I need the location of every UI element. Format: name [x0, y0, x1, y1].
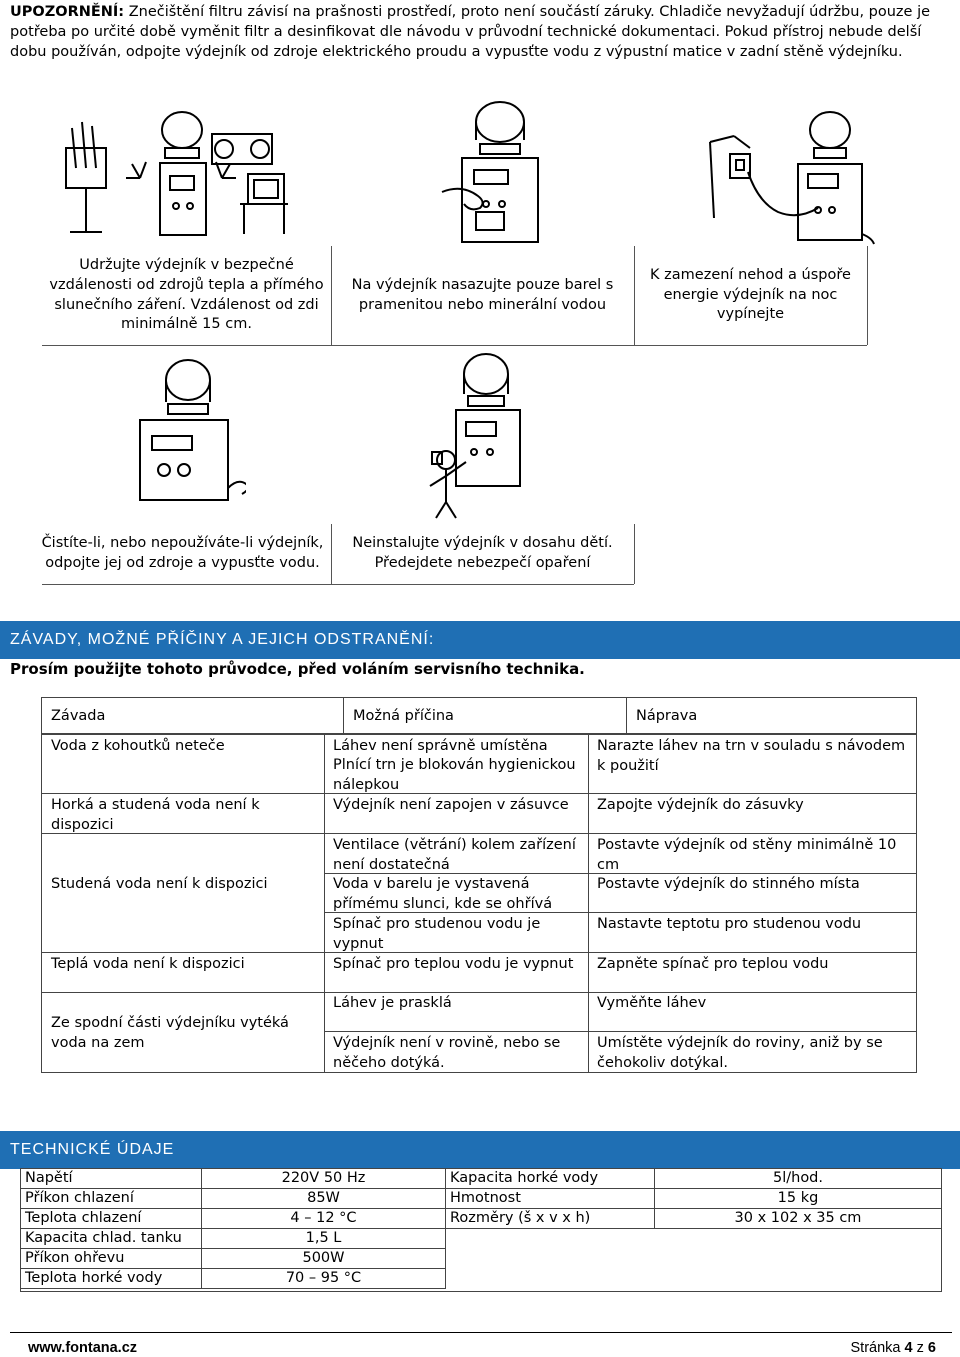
warning-label: UPOZORNĚNÍ:: [10, 4, 125, 20]
tech-label: Rozměry (š x v x h): [446, 1209, 655, 1229]
remedy-item: Vyměňte láhev: [597, 995, 707, 1011]
tech-value: 85W: [202, 1189, 446, 1209]
tech-label: Teplota horké vody: [21, 1269, 202, 1289]
faults-section-title: ZÁVADY, MOŽNÉ PŘÍČINY A JEJICH ODSTRANĚNÍ:: [0, 621, 960, 659]
warning-text: Znečištění filtru závisí na prašnosti prostředí, proto není součástí záruky. Chladiče nevyžadují údržbu, pouze je potřeba po určité době vyměnit filtr a desinfikovat dle návodu v průvodní technické dokumentaci. Pokud přístroj nebude delší dobu používán, odpojte výdejník od zdroje elektrického proudu a vypusťte vodu z výpustní matice v zadní stěně výdejníku.: [10, 4, 931, 60]
tech-value: 4 – 12 °C: [202, 1209, 446, 1229]
tech-value: 15 kg: [655, 1189, 942, 1209]
tech-value: 220V 50 Hz: [202, 1169, 446, 1189]
safety-caption-3: K zamezení nehod a úspoře energie výdejník na noc vypínejte: [650, 267, 851, 323]
fault-item: Ze spodní části výdejníku vytéká voda na zem: [51, 1015, 289, 1051]
faults-subtitle: Prosím použijte tohoto průvodce, před voláním servisního technika.: [10, 660, 585, 678]
cause-item: Výdejník není v rovině, nebo se něčeho dotýká.: [333, 1035, 561, 1071]
fault-item: Voda z kohoutků neteče: [51, 738, 225, 754]
column-header-remedy: Náprava: [627, 698, 917, 735]
faults-table-header: [41, 697, 917, 735]
safety-caption-2: Na výdejník nasazujte pouze barel s pramenitou nebo minerální vodou: [351, 276, 614, 313]
footer-page-number: Stránka 4 z 6: [850, 1340, 936, 1356]
safety-caption-4: Čistíte-li, nebo nepoužíváte-li výdejník, odpojte jej od zdroje a vypusťte vodu.: [41, 535, 324, 571]
dispenser-bottle-placement-illustration: [440, 100, 560, 246]
remedy-item: Zapojte výdejník do zásuvky: [597, 797, 804, 813]
table-row: [21, 1169, 942, 1189]
remedy-item: Nastavte teptotu pro studenou vodu: [597, 916, 862, 932]
fault-item: Studená voda není k dispozici: [51, 876, 268, 892]
cause-item: Výdejník není zapojen v zásuvce: [333, 797, 569, 813]
cause-item: Spínač pro studenou vodu je vypnut: [333, 916, 541, 952]
tech-value: 5l/hod.: [655, 1169, 942, 1189]
tech-value: 70 – 95 °C: [202, 1269, 446, 1289]
remedy-item: Zapněte spínač pro teplou vodu: [597, 956, 829, 972]
intro-paragraph: [10, 2, 952, 62]
safety-caption-5: Neinstalujte výdejník v dosahu dětí. Předejdete nebezpečí opaření: [352, 535, 613, 571]
tech-section-title: TECHNICKÉ ÚDAJE: [0, 1131, 960, 1169]
dispenser-unplug-illustration: [708, 108, 878, 246]
tech-value: 500W: [202, 1249, 446, 1269]
tech-label: Kapacita chlad. tanku: [21, 1229, 202, 1249]
tech-value: 1,5 L: [202, 1229, 446, 1249]
cause-item: Voda v barelu je vystavená přímému slunci, kde se ohřívá: [333, 876, 553, 912]
dispenser-heat-sources-illustration: [62, 108, 294, 240]
remedy-item: Postavte výdejník do stinného místa: [597, 876, 860, 892]
table-row: [21, 1269, 942, 1289]
tech-table: [20, 1168, 942, 1289]
safety-caption-1: Udržujte výdejník v bezpečné vzdálenosti od zdrojů tepla a přímého slunečního záření. Vzdálenost od zdi minimálně 15 cm.: [49, 257, 324, 333]
tech-label: Kapacita horké vody: [446, 1169, 655, 1189]
cause-item: Láhev je prasklá: [333, 995, 452, 1011]
tech-value: 30 x 102 x 35 cm: [655, 1209, 942, 1229]
tech-label: Příkon ohřevu: [21, 1249, 202, 1269]
cause-item: Láhev není správně umístěna: [333, 738, 548, 754]
fault-item: Horká a studená voda není k dispozici: [51, 797, 260, 833]
dispenser-child-safety-illustration: [426, 352, 536, 520]
dispenser-cleaning-illustration: [136, 358, 246, 504]
tech-label: Hmotnost: [446, 1189, 655, 1209]
tech-label: Napětí: [21, 1169, 202, 1189]
table-row: [21, 1209, 942, 1229]
tech-label: Příkon chlazení: [21, 1189, 202, 1209]
column-header-cause: Možná příčina: [344, 698, 627, 735]
cause-item: Ventilace (větrání) kolem zařízení není dostatečná: [333, 837, 576, 873]
table-row: [21, 1189, 942, 1209]
footer-website-link[interactable]: www.fontana.cz: [28, 1340, 138, 1356]
table-row: [21, 1229, 942, 1249]
footer-divider: [10, 1332, 952, 1333]
tech-label: Teplota chlazení: [21, 1209, 202, 1229]
fault-item: Teplá voda není k dispozici: [51, 956, 245, 972]
remedy-item: Narazte láhev na trn v souladu s návodem k použití: [597, 738, 906, 774]
cause-item: Plnící trn je blokován hygienickou nálepkou: [333, 757, 576, 793]
table-row: [21, 1249, 942, 1269]
column-header-fault: Závada: [42, 698, 344, 735]
cause-item: Spínač pro teplou vodu je vypnut: [333, 956, 574, 972]
remedy-item: Postavte výdejník od stěny minimálně 10 cm: [597, 837, 897, 873]
remedy-item: Umístěte výdejník do roviny, aniž by se čehokoliv dotýkal.: [597, 1035, 883, 1071]
